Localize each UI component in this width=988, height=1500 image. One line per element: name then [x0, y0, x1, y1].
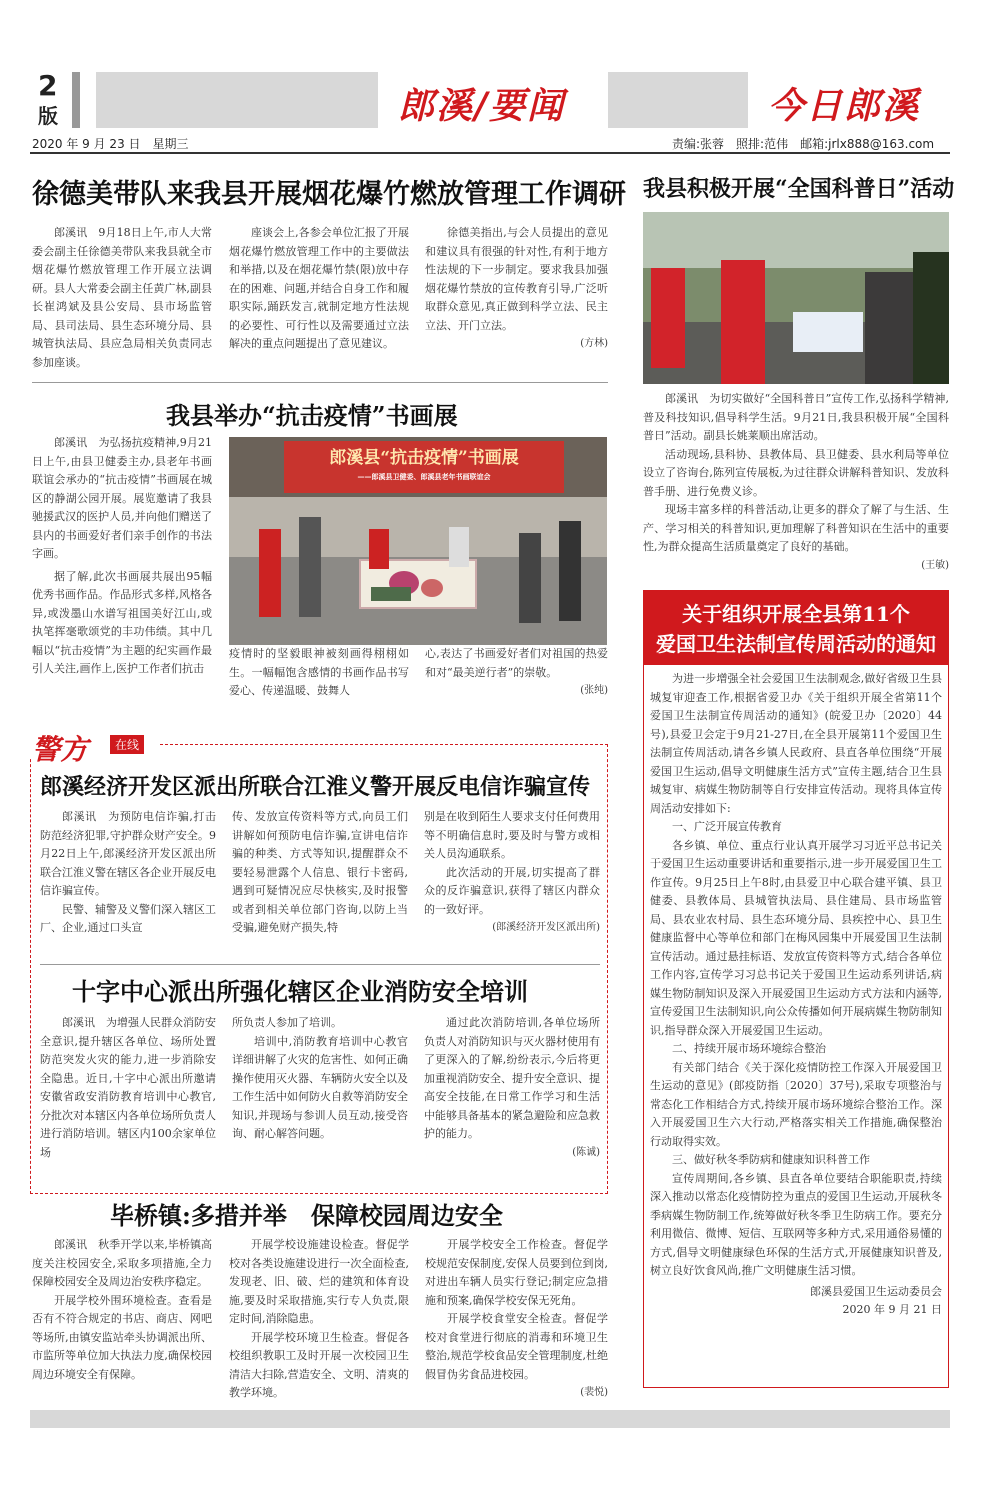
volunteer: [651, 268, 685, 368]
exhibition-banner: [284, 441, 564, 493]
person: [369, 529, 389, 569]
newspaper-brand: 今日郎溪: [768, 85, 921, 127]
person: [559, 521, 581, 621]
article2-col2: 疫情时的坚毅眼神被刻画得栩栩如生。一幅幅饱含感情的书画作品书写爱心、传递温暖、鼓舞人: [229, 647, 409, 697]
person: [519, 533, 541, 623]
police-article2-title: 十字中心派出所强化辖区企业消防安全培训: [72, 977, 528, 1006]
person: [259, 529, 281, 617]
visitor: [913, 252, 949, 384]
page-word: 版: [38, 104, 58, 128]
article5-col3: 开展学校安全工作检查。督促学校规范安保制度,安保人员要到位到岗,对进出车辆人员实行登记;制定应急措施和预案,确保学校安保无死角。 开展学校食堂安全检查。督促学校对食堂进行彻底的消毒和环境卫生整治,规范学校食品安全管理制度,杜绝假冒伪劣食品进校园。 (裴悦): [425, 1236, 608, 1403]
person: [299, 517, 321, 617]
issue-date: 2020 年 9 月 23 日 星期三: [32, 137, 189, 151]
notice-signature: 郎溪县爱国卫生运动委员会: [810, 1284, 942, 1298]
header-rule: [30, 152, 950, 154]
police-article2-col3: 通过此次消防培训,各单位场所负责人对消防知识与灭火器材使用有了更深入的了解,纷纷表示,今后将更加重视消防安全、提升安全意识、提高安全技能,在日常工作学习和生活中能够具备基本的紧急避险和应急救护的能力。 (陈诚): [424, 1014, 600, 1162]
section-title: 郎溪/要闻: [398, 85, 566, 127]
masthead-grey-block: [608, 72, 748, 128]
article6-author: (王敏): [921, 559, 949, 571]
article5-col1: 郎溪讯 秋季开学以来,毕桥镇高度关注校园安全,采取多项措施,全力保障校园安全及周边治安秩序稳定。 开展学校外围环境检查。查看是否有不符合规定的书店、商店、网吧等场所,由镇安监站牵头协调派出所、市监所等单位加大执法力度,确保校园周边环境安全有保障。: [32, 1238, 212, 1381]
notice-header: [644, 591, 948, 665]
police-article2-author: (陈诚): [572, 1146, 600, 1158]
article2-author: (张纯): [580, 685, 608, 696]
article5-title: 毕桥镇:多措并举 保障校园周边安全: [110, 1201, 503, 1230]
page-number: 2: [38, 69, 58, 102]
article2-col1: 郎溪讯 为弘扬抗疫精神,9月21日上午,由县卫健委主办,县老年书画联谊会承办的“抗击疫情”书画展在城区的静湖公园开展。展览邀请了我县驰援武汉的医护人员,并向他们赠送了县内的书画爱好者们亲手创作的书法字画。 据了解,此次书画展共展出95幅优秀书画作品。作品形式多样,风格各异,或泼墨山水谱写祖国美好江山,或执笔挥毫歌颂党的丰功伟绩。其中几幅以“抗击疫情”为主题的纪实画作最引人关注,画作上,医护工作者们抗击: [32, 436, 212, 675]
photo-sky: [643, 212, 949, 268]
article5-col2: 开展学校设施建设检查。督促学校对各类设施建设进行一次全面检查,发现老、旧、破、烂的建筑和体育设施,要及时采取措施,实行专人负责,限定时间,消除隐患。 开展学校环境卫生检查。督促各校组织教职工及时开展一次校园卫生清洁大扫除,营造安全、文明、清爽的教学环境。: [229, 1238, 409, 1399]
masthead-grey-block: [72, 72, 80, 128]
article2-col3: 心,表达了书画爱好者们对祖国的热爱和对“最美逆行者”的崇敬。 (张纯): [425, 645, 608, 701]
masthead-grey-block: [96, 72, 378, 128]
visitor: [865, 272, 915, 384]
peony-flower: [421, 579, 443, 597]
police-article1-col1: 郎溪讯 为预防电信诈骗,打击防范经济犯罪,守护群众财产安全。9月22日上午,郎溪经济开发区派出所联合江淮义警在辖区各企业开展反电信诈骗宣传。 民警、辅警及义警们深入辖区工厂、企业,通过口头宣: [40, 810, 216, 934]
police-article1-author: (郎溪经济开发区派出所): [492, 922, 600, 933]
exhibition-photo: [229, 437, 607, 645]
police-section-subtag: 在线: [110, 735, 144, 754]
peony-leaves: [371, 587, 411, 601]
police-article2-col2: 所负责人参加了培训。 培训中,消防教育培训中心教官详细讲解了火灾的危害性、如何正确操作使用灭火器、车辆防火安全以及工作生活中如何防火自救等消防安全知识,并现场与参训人员互动,接受咨询、耐心解答问题。: [232, 1016, 408, 1140]
divider: [40, 964, 600, 965]
article1-col3: 徐德美指出,与会人员提出的意见和建议具有很强的针对性,有利于地方性法规的下一步制定。要求我县加强烟花爆竹禁放的宣传教育引导,广泛听取群众意见,真正做到科学立法、民主立法、开门立法。 (方林): [425, 224, 608, 354]
article1-author: (方林): [580, 338, 608, 349]
article1-title: 徐德美带队来我县开展烟花爆竹燃放管理工作调研: [32, 179, 626, 210]
police-article1-title: 郎溪经济开发区派出所联合江淮义警开展反电信诈骗宣传: [40, 774, 591, 800]
notice-title-line1: 关于组织开展全县第11个: [682, 602, 910, 626]
article2-title: 我县举办“抗击疫情”书画展: [166, 401, 458, 430]
article1-col1: 郎溪讯 9月18日上午,市人大常委会副主任徐德美带队来我县就全市烟花爆竹燃放管理工作开展立法调研。县人大常委会副主任黄广林,副县长崔鸿斌及县公安局、县市场监管局、县司法局、县生态环境分局、县城管执法局、县应急局相关负责同志参加座谈。: [32, 226, 212, 369]
person: [449, 527, 469, 567]
notice-title-line2: 爱国卫生法制宣传周活动的通知: [656, 632, 936, 656]
police-article1-col3: 别是在收到陌生人要求支付任何费用等不明确信息时,要及时与警方或相关人员沟通联系。 此次活动的开展,切实提高了群众的反诈骗意识,获得了辖区内群众的一致好评。 (郎溪经济开发区派出所): [424, 808, 600, 938]
article5-author: (裴悦): [580, 1387, 608, 1398]
footer-bar: [30, 1410, 950, 1428]
editor-credits: 责编:张蓉 照排:范伟 邮箱:jrlx888@163.com: [672, 137, 935, 151]
notice-date: 2020 年 9 月 21 日: [842, 1303, 942, 1316]
science-day-photo: [643, 212, 949, 384]
booklets: [793, 312, 863, 352]
police-article1-col2: 传、发放宣传资料等方式,向员工们讲解如何预防电信诈骗,宣讲电信诈骗的种类、方式等知识,提醒群众不要轻易泄露个人信息、银行卡密码,遇到可疑情况应尽快核实,及时报警或者到相关单位部门咨询,以防上当受骗,避免财产损失,特: [232, 810, 408, 934]
article6-body: 郎溪讯 为切实做好“全国科普日”宣传工作,弘扬科学精神,普及科技知识,倡导科学生活。9月21日,我县积极开展“全国科普日”活动。副县长姚莱顺出席活动。 活动现场,县科协、县教体局、县卫健委、县水利局等单位设立了咨询台,陈列宣传展板,为过往群众讲解科普知识、发放科普手册、进行免费义诊。 现场丰富多样的科普活动,让更多的群众了解了与生活、生产、学习相关的科普知识,更加理解了科普知识在生活中的重要性,为群众提高生活质量奠定了良好的基础。 (王敏): [643, 390, 949, 575]
police-section-tag: 警方: [32, 733, 89, 766]
divider: [32, 382, 608, 383]
notice-body: 为进一步增强全社会爱国卫生法制观念,做好省级卫生县城复审迎查工作,根据省爱卫办《关于组织开展全省第11个爱国卫生法制宣传周活动的通知》(皖爱卫办〔2020〕44号),县爱卫会定于9月21-27日,在全县开展第11个爱国卫生法制宣传周活动,请各乡镇人民政府、县直各单位围绕“开展爱国卫生运动,倡导文明健康生活方式”宣传主题,结合卫生县城复审、病媒生物防制等自行安排宣传活动。现将具体宣传周活动安排如下: 一、广泛开展宣传教育 各乡镇、单位、重点行业认真开展学习习近平总书记关于爱国卫生运动重要讲话和重要指示,进一步开展爱国卫生工作宣传。9月25日上午8时,由县爱卫中心联合建平镇、县卫健委、县教体局、县城管执法局、县住建局、县市场监管局、县农业农村局、县生态环境分局、县疾控中心、县卫生健康监督中心等单位和部门在梅风园集中开展爱国卫生法制宣传活动。通过悬挂标语、发放宣传资料等方式,结合各单位工作内容,宣传学习习总书记关于爱国卫生运动系列讲话,病媒生物防制知识及深入开展爱国卫生运动方式方法和内涵等,宣传爱国卫生法制知识,向公众传播如何开展病媒生物防制知识,指导群众深入开展爱国卫生运动。 二、持续开展市场环境综合整治 有关部门结合《关于深化疫情防控工作深入开展爱国卫生运动的意见》(郎疫防指〔2020〕37号),采取专项整治与常态化工作相结合方式,持续开展市场环境综合整治工作。深入开展爱国卫生六大行动,严格落实相关工作措施,确保整治行动取得实效。 三、做好秋冬季防病和健康知识科普工作 宣传周期间,各乡镇、县直各单位要结合职能职责,持续深入推动以常态化疫情防控为重点的爱国卫生运动,开展秋冬季病媒生物防制工作,统筹做好秋冬季卫生防病工作。要充分利用微信、微博、短信、互联网等多种方式,采用通俗易懂的方式,倡导文明健康绿色环保的生活方式,开展健康知识普及,树立良好饮食风尚,推广文明健康生活习惯。 郎溪县爱国卫生运动委员会 2020 年 9 月 21 日: [650, 670, 942, 1320]
banner-subtext: ——郎溪县卫健委、郎溪县老年书画联谊会: [357, 472, 491, 481]
article1-col2: 座谈会上,各参会单位汇报了开展烟花爆竹燃放管理工作中的主要做法和举措,以及在烟花爆竹禁(限)放中存在的困难、问题,并结合自身工作和履职实际,踊跃发言,就制定地方性法规的必要性、可行性以及需要通过立法解决的重点问题提出了意见建议。: [229, 226, 409, 350]
article6-title: 我县积极开展“全国科普日”活动: [643, 176, 955, 202]
volunteer: [721, 260, 765, 384]
police-article2-col1: 郎溪讯 为增强人民群众消防安全意识,提升辖区各单位、场所处置防范突发火灾的能力,进一步消除安全隐患。近日,十字中心派出所邀请安徽省政安消防教育培训中心教官,分批次对本辖区内各单位场所负责人进行消防培训。辖区内100余家单位场: [40, 1016, 216, 1159]
banner-text: 郎溪县“抗击疫情”书画展: [329, 448, 519, 468]
